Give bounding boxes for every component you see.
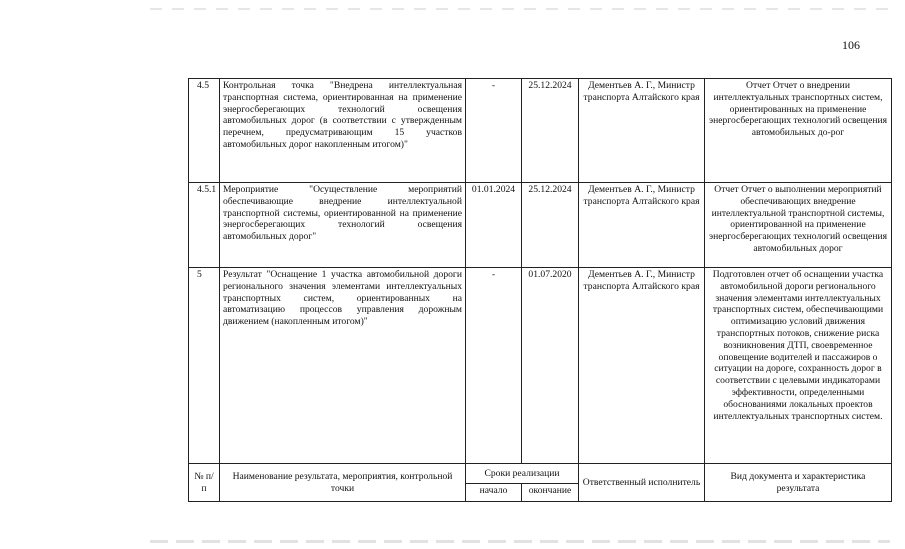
row-result: Подготовлен отчет об оснащении участка автомобильной дороги регионального значения элементами интеллектуальных транспортных систем, обеспечивающими оптимизацию условий движения транспортных потоков, снижение риска возникновения ДТП, своевременное оповещение водителей и пассажиров о ситуации на дороге, сохранность дорог в соответствии с целевыми индикаторами эффективности, определенными обоснованиями локальных проектов интеллектуальных транспортных систем. (705, 268, 892, 464)
table-row (189, 79, 892, 183)
row-name: Результат "Оснащение 1 участка автомобильной дороги регионального значения элементами интеллектуальных транспортных систем, ориентированных на автоматизацию процессов управления дорожным движением (накопленным итогом)" (220, 268, 466, 464)
table-header-row (189, 464, 892, 484)
header-terms: Сроки реализации (466, 464, 579, 484)
row-end-date: 01.07.2020 (522, 268, 579, 464)
row-responsible: Дементьев А. Г., Министр транспорта Алтайского края (579, 79, 705, 183)
header-result: Вид документа и характеристика результата (705, 464, 892, 502)
row-end-date: 25.12.2024 (522, 79, 579, 183)
header-number: № п/п (189, 464, 220, 502)
row-responsible: Дементьев А. Г., Министр транспорта Алтайского края (579, 183, 705, 268)
scan-artifact-top (150, 8, 890, 10)
row-start-date: - (466, 268, 522, 464)
row-number: 4.5.1 (189, 183, 220, 268)
row-end-date: 25.12.2024 (522, 183, 579, 268)
table-row (189, 268, 892, 464)
row-start-date: 01.01.2024 (466, 183, 522, 268)
row-start-date: - (466, 79, 522, 183)
row-result: Отчет Отчет о выполнении мероприятий обеспечивающих внедрение интеллектуальной транспортной системы, ориентированной на применение энергосберегающих технологий освещения автомобильных дорог (705, 183, 892, 268)
scan-artifact-bottom (150, 540, 890, 543)
row-number: 5 (189, 268, 220, 464)
header-name: Наименование результата, мероприятия, контрольной точки (220, 464, 466, 502)
header-start: начало (466, 484, 522, 502)
row-name: Контрольная точка "Внедрена интеллектуальная транспортная система, ориентированная на применение энергосберегающих технологий освещения автомобильных дорог (в соответствии с утвержденным перечнем, предусматривающим 15 участков автомобильных дорог накопленным итогом)" (220, 79, 466, 183)
row-responsible: Дементьев А. Г., Министр транспорта Алтайского края (579, 268, 705, 464)
table-row (189, 183, 892, 268)
implementation-plan-table (188, 78, 892, 502)
header-end: окончание (522, 484, 579, 502)
page-number: 106 (842, 38, 860, 52)
row-result: Отчет Отчет о внедрении интеллектуальных транспортных систем, ориентированных на применение энергосберегающих технологий освещения автомобильных до-рог (705, 79, 892, 183)
row-name: Мероприятие "Осуществление мероприятий обеспечивающие внедрение интеллектуальной транспортной системы, ориентированной на применение энергосберегающих технологий освещения автомобильных дорог" (220, 183, 466, 268)
row-number: 4.5 (189, 79, 220, 183)
header-responsible: Ответственный исполнитель (579, 464, 705, 502)
